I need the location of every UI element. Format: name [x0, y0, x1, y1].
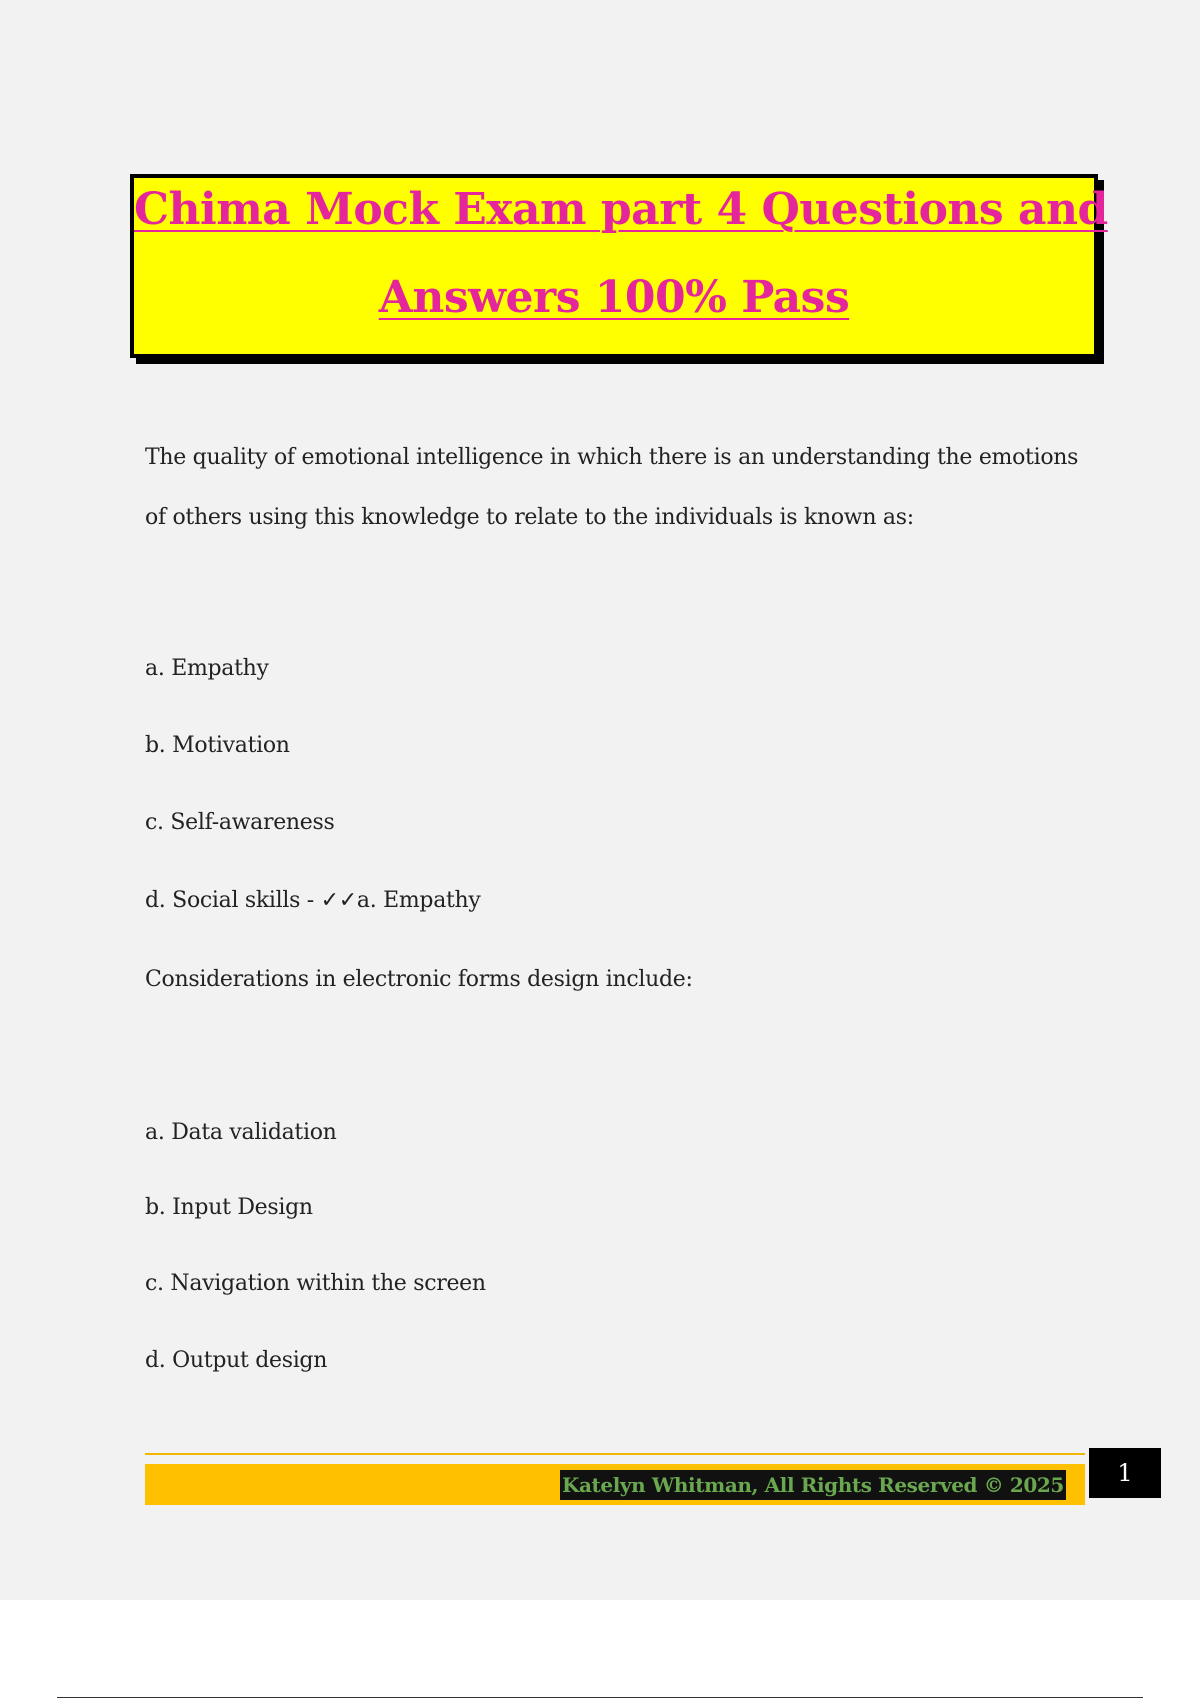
question-2-option-b: b. Input Design — [145, 1195, 313, 1220]
question-1-option-a: a. Empathy — [145, 656, 269, 681]
title-line-1: Chima Mock Exam part 4 Questions and — [134, 184, 1108, 235]
question-1-text-line-1: The quality of emotional intelligence in which there is an understanding the emotions — [145, 445, 1079, 470]
footer-divider — [145, 1453, 1085, 1455]
question-1-option-d-answer: d. Social skills - ✓✓a. Empathy — [145, 888, 481, 913]
question-2-text: Considerations in electronic forms design include: — [145, 967, 693, 992]
title-line-2: Answers 100% Pass — [378, 272, 850, 323]
page-number: 1 — [1089, 1448, 1161, 1498]
question-2-option-c: c. Navigation within the screen — [145, 1271, 486, 1296]
question-1-option-c: c. Self-awareness — [145, 810, 335, 835]
question-2-option-d: d. Output design — [145, 1348, 328, 1373]
question-1-text-line-2: of others using this knowledge to relate to the individuals is known as: — [145, 505, 914, 530]
title-box — [130, 174, 1108, 358]
bottom-divider — [57, 1697, 1143, 1698]
question-2-option-a: a. Data validation — [145, 1120, 337, 1145]
question-1-option-b: b. Motivation — [145, 733, 290, 758]
footer-copyright: Katelyn Whitman, All Rights Reserved © 2025 — [560, 1470, 1066, 1500]
